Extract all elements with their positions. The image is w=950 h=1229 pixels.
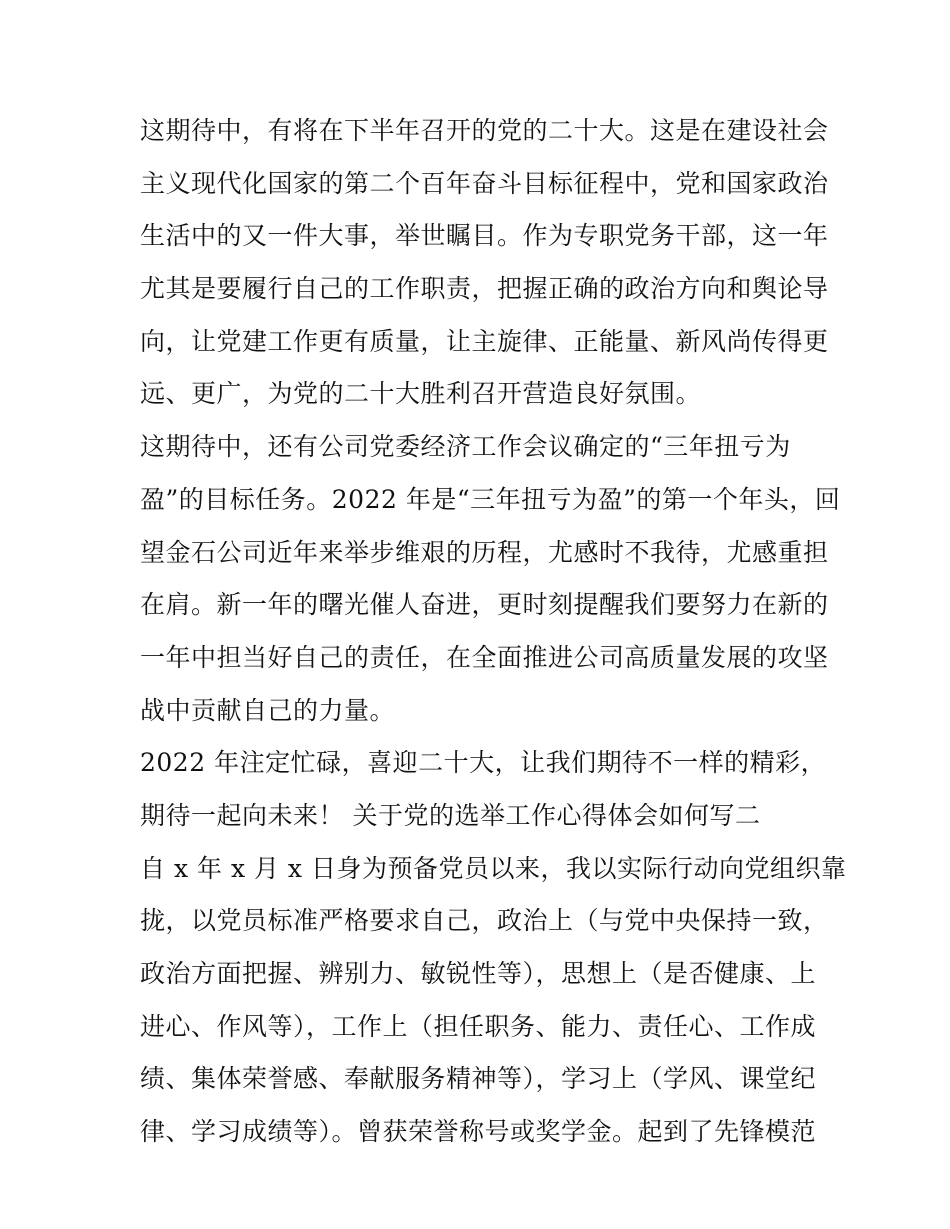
text-line: 生活中的又一件大事，举世瞩目。作为专职党务干部，这一年 [140, 221, 829, 251]
text-line: 盈”的目标任务。2022 年是“三年扭亏为盈”的第一个年头，回 [140, 484, 841, 514]
text-line: 战中贡献自己的力量。 [140, 695, 396, 725]
text-line: 这期待中，还有公司党委经济工作会议确定的“三年扭亏为 [140, 432, 791, 462]
text-line: 律、学习成绩等）。曾获荣誉称号或奖学金。起到了先锋模范 [140, 1117, 817, 1147]
text-line: 2022 年注定忙碌，喜迎二十大，让我们期待不一样的精彩， [140, 748, 827, 778]
text-line: 绩、集体荣誉感、奉献服务精神等），学习上（学风、课堂纪 [140, 1064, 817, 1094]
text-line: 这期待中，有将在下半年召开的党的二十大。这是在建设社会 [140, 116, 829, 145]
text-line: 一年中担当好自己的责任，在全面推进公司高质量发展的攻坚 [140, 642, 829, 672]
text-line: 望金石公司近年来举步维艰的历程，尤感时不我待，尤感重担 [140, 537, 829, 567]
document-body [140, 105, 847, 1159]
text-line: 自 x 年 x 月 x 日身为预备党员以来，我以实际行动向党组织靠 [140, 853, 847, 883]
text-line: 向，让党建工作更有质量，让主旋律、正能量、新风尚传得更 [140, 326, 829, 356]
text-line: 在肩。新一年的曙光催人奋进，更时刻提醒我们要努力在新的 [140, 590, 829, 620]
text-line: 拢，以党员标准严格要求自己，政治上（与党中央保持一致， [140, 906, 829, 936]
text-line: 尤其是要履行自己的工作职责，把握正确的政治方向和舆论导 [140, 274, 829, 304]
text-line: 期待一起向未来！ 关于党的选举工作心得体会如何写二 [140, 800, 761, 830]
text-line: 进心、作风等），工作上（担任职务、能力、责任心、工作成 [140, 1011, 817, 1041]
text-line: 远、更广，为党的二十大胜利召开营造良好氛围。 [140, 379, 702, 409]
text-line: 主义现代化国家的第二个百年奋斗目标征程中，党和国家政治 [140, 168, 829, 198]
text-line: 政治方面把握、辨别力、敏锐性等），思想上（是否健康、上 [140, 959, 817, 988]
